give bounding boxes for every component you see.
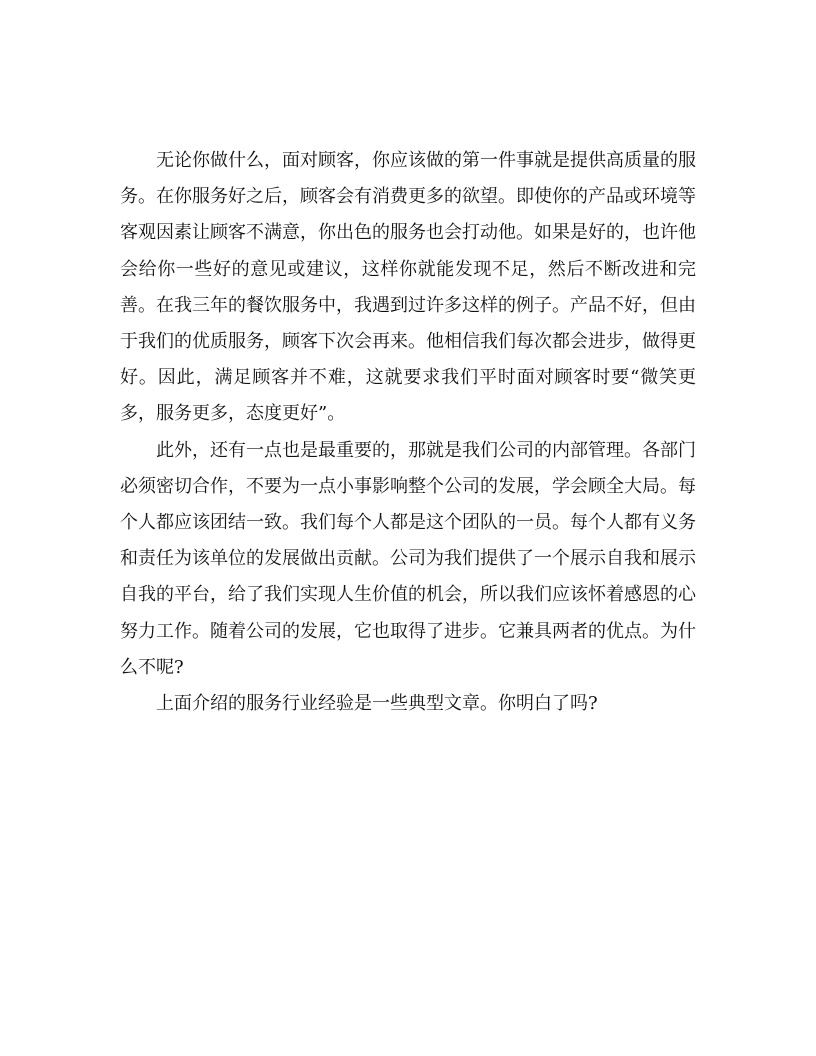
document-body — [120, 143, 696, 722]
paragraph-service-quality: 无论你做什么，面对顾客，你应该做的第一件事就是提供高质量的服务。在你服务好之后，顾客会有消费更多的欲望。即使你的产品或环境等客观因素让顾客不满意，你出色的服务也会打动他。如果是好的，也许他会给你一些好的意见或建议，这样你就能发现不足，然后不断改进和完善。在我三年的餐饮服务中，我遇到过许多这样的例子。产品不好，但由于我们的优质服务，顾客下次会再来。他相信我们每次都会进步，做得更好。因此，满足顾客并不难，这就要求我们平时面对顾客时要“微笑更多，服务更多，态度更好”。 — [120, 150, 696, 425]
paragraph-internal-management: 此外，还有一点也是最重要的，那就是我们公司的内部管理。各部门必须密切合作，不要为一点小事影响整个公司的发展，学会顾全大局。每个人都应该团结一致。我们每个人都是这个团队的一员。每个人都有义务和责任为该单位的发展做出贡献。公司为我们提供了一个展示自我和展示自我的平台，给了我们实现人生价值的机会，所以我们应该怀着感恩的心努力工作。随着公司的发展，它也取得了进步。它兼具两者的优点。为什么不呢? — [120, 439, 696, 678]
paragraph-closing: 上面介绍的服务行业经验是一些典型文章。你明白了吗? — [156, 693, 598, 715]
